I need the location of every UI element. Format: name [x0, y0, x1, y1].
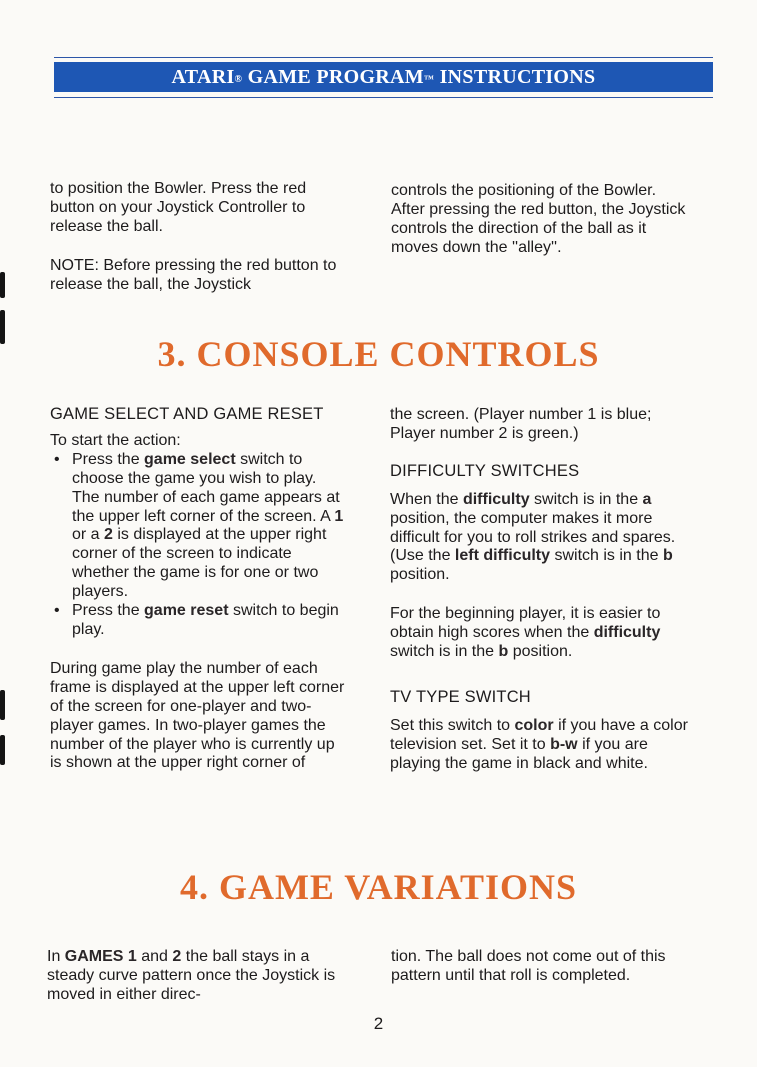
gameplay-paragraph: During game play the number of each frame is displayed at the upper left corner of the screen for one-player and two-player games. In two-player games the number of the player who is currently up is shown at the upper right corner of [50, 659, 345, 772]
diff-a: a [642, 490, 652, 508]
variations-left-paragraph [47, 948, 347, 1005]
header-banner [54, 62, 713, 92]
begin-text-c: switch is in the [390, 643, 499, 661]
bullet1-text-g: is displayed at the upper right corner of the screen to indicate whether the game is for one or two players. [72, 526, 327, 601]
header-rule-top [54, 57, 713, 58]
diff-text-g: switch is in the [550, 547, 663, 565]
begin-b: b [498, 643, 509, 661]
variations-right-column [391, 948, 691, 986]
diff-b: b [662, 547, 673, 565]
binder-mark [0, 690, 5, 720]
tv-text-e: if you are playing the game in black and white. [390, 735, 648, 772]
section-title-console-controls: 3. CONSOLE CONTROLS [157, 334, 600, 374]
intro-left-column [50, 180, 342, 295]
header-title-pre: ATARI [171, 65, 235, 88]
header-title-mid: GAME PROGRAM [242, 65, 424, 88]
registered-mark: ® [234, 73, 243, 85]
bullet1-text-a: Press the [72, 450, 145, 468]
note-label: NOTE: [50, 256, 99, 274]
binder-mark [0, 735, 5, 765]
bullet2-game-reset: game reset [144, 602, 229, 620]
diff-difficulty: difficulty [462, 490, 530, 508]
intro-right-column [391, 182, 689, 258]
tv-type-paragraph [390, 717, 692, 774]
difficulty-paragraph [390, 491, 692, 586]
diff-text-a: When the [390, 490, 463, 508]
note-text: Before pressing the red button to release the ball, the Joystick [50, 256, 337, 293]
header-title-post: INSTRUCTIONS [434, 65, 596, 88]
var-text-a: In [47, 948, 65, 965]
page-number: 2 [373, 1014, 384, 1033]
note-paragraph [50, 257, 342, 295]
console-right-column [390, 406, 692, 774]
begin-difficulty: difficulty [593, 624, 661, 642]
bullet1-two: 2 [104, 526, 113, 544]
variations-right-paragraph: tion. The ball does not come out of this pattern until that roll is completed. [391, 948, 666, 984]
tv-bw: b-w [550, 735, 578, 753]
begin-text-e: position. [508, 643, 573, 661]
diff-left-difficulty: left difficulty [454, 547, 551, 565]
bullet1-text-e: or a [72, 526, 105, 544]
intro-right-paragraph: controls the positioning of the Bowler. After pressing the red button, the Joystick controls the direction of the ball as it moves down the ''alley''. [391, 182, 686, 256]
header-rule-bottom [54, 97, 713, 98]
bullet-game-reset [72, 602, 346, 640]
bullet1-one: 1 [334, 507, 344, 525]
bullet-game-select [72, 451, 346, 602]
binder-mark [0, 272, 5, 298]
console-left-column [50, 405, 346, 773]
difficulty-heading: DIFFICULTY SWITCHES [390, 461, 580, 480]
bullet1-game-select: game select [144, 450, 236, 468]
diff-text-i: position. [390, 566, 450, 584]
start-bullet-list [50, 451, 346, 640]
bullet1-text-c: switch to choose the game you wish to play. The number of each game appears at the upper left corner of the screen. A [72, 450, 340, 525]
tv-color: color [514, 716, 554, 734]
tv-text-a: Set this switch to [390, 716, 515, 734]
var-games-1: GAMES 1 [64, 948, 137, 965]
trademark-mark: ™ [423, 73, 435, 85]
variations-left-column [47, 948, 347, 1005]
diff-text-e: position, the computer makes it more difficult for you to roll strikes and spares. (Use the [390, 509, 676, 565]
diff-text-c: switch is in the [529, 490, 643, 508]
start-text: To start the action: [50, 431, 181, 449]
section-title-game-variations: 4. GAME VARIATIONS [179, 867, 578, 907]
player-color-text: the screen. (Player number 1 is blue; Player number 2 is green.) [390, 406, 652, 442]
beginner-paragraph [390, 605, 692, 662]
var-text-c: and [136, 948, 173, 965]
begin-text-a: For the beginning player, it is easier to obtain high scores when the [390, 605, 661, 642]
tv-type-heading: TV TYPE SWITCH [390, 687, 531, 706]
bullet2-text-a: Press the [72, 602, 145, 620]
var-text-e: the ball stays in a steady curve pattern once the Joystick is moved in either direc- [47, 948, 336, 1003]
var-two: 2 [172, 948, 182, 965]
bullet2-text-c: switch to begin play. [72, 602, 339, 638]
game-select-heading: GAME SELECT AND GAME RESET [50, 405, 324, 423]
tv-text-c: if you have a color television set. Set it to [390, 716, 688, 753]
intro-paragraph: to position the Bowler. Press the red button on your Joystick Controller to release the ball. [50, 180, 307, 235]
